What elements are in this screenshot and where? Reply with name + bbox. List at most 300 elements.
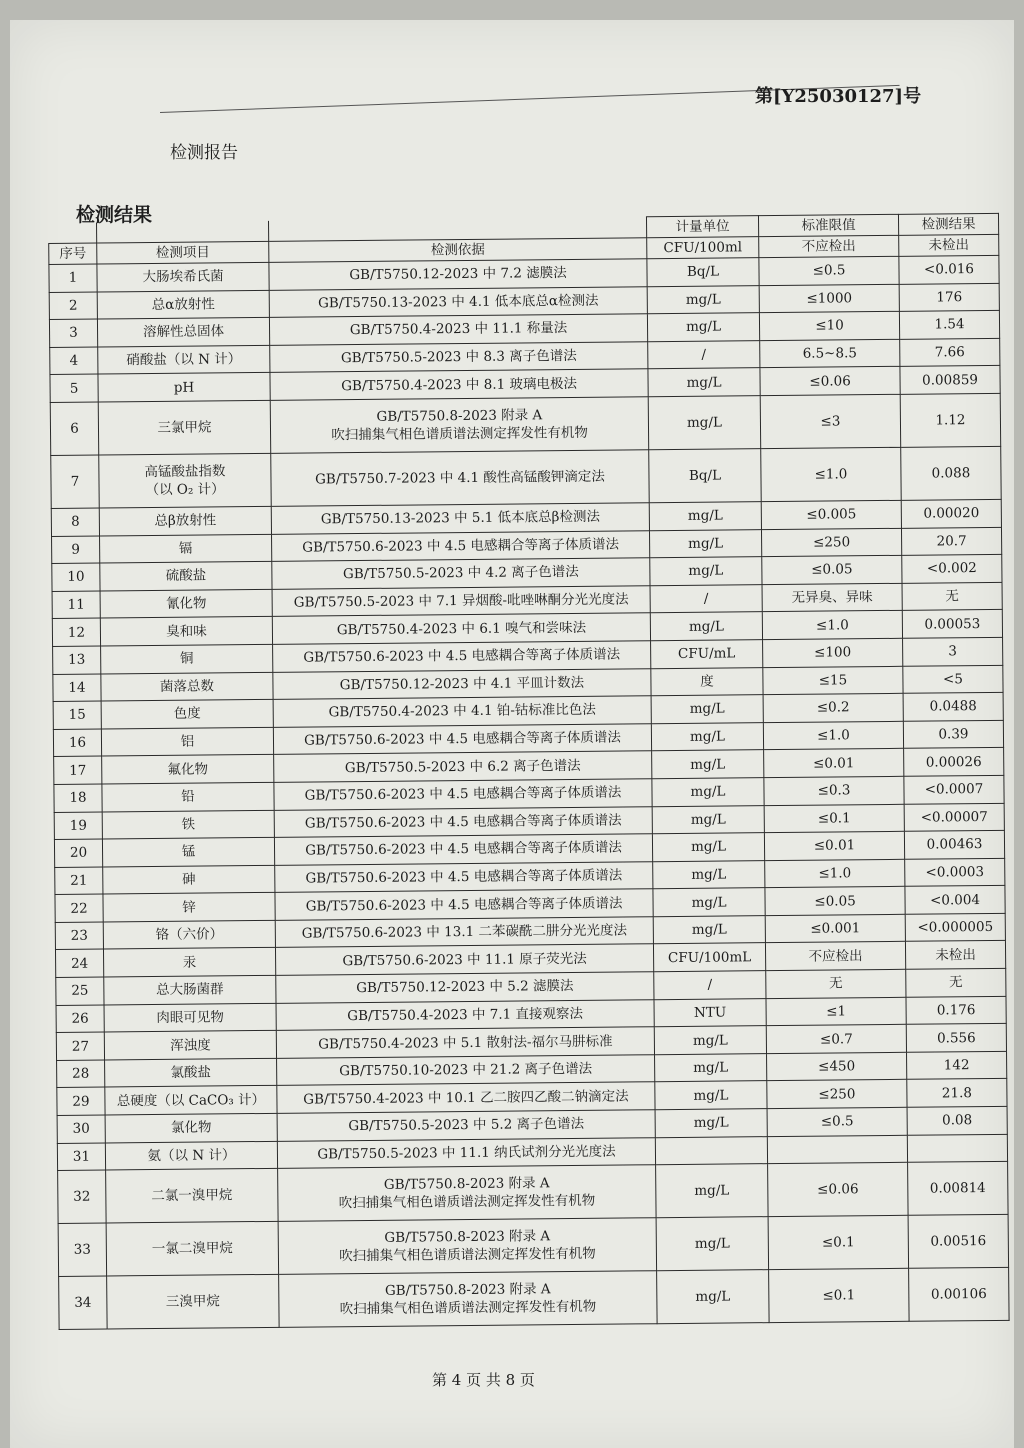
cell-result-text: 0.00859 <box>922 371 979 389</box>
cell-item <box>101 644 273 673</box>
cell-unit-text: mg/L <box>688 618 724 635</box>
cell-limit <box>768 1163 909 1217</box>
cell-no-text: 16 <box>68 734 87 751</box>
report-number: 第[Y25030127]号 <box>755 86 922 107</box>
cell-unit-text: mg/L <box>686 374 722 391</box>
cell-result-text: 0.00516 <box>930 1233 987 1250</box>
cell-result <box>900 338 1000 367</box>
cell-basis-text: GB/T5750.4-2023 中 6.1 嗅气和尝味法 <box>336 619 587 638</box>
cell-result-text: <0.004 <box>929 891 981 909</box>
cell-no <box>49 292 97 320</box>
cell-unit-text: mg/L <box>691 921 727 939</box>
cell-result <box>899 311 999 340</box>
cell-no-text: 22 <box>70 900 88 917</box>
cell-unit <box>648 396 761 450</box>
cell-item-text: 总β放射性 <box>154 512 217 530</box>
cell-limit <box>767 1107 907 1136</box>
header-limit: 标准限值 <box>758 214 898 236</box>
cell-no-text: 12 <box>67 624 86 641</box>
cell-result <box>903 692 1003 721</box>
table-row <box>58 1162 1008 1224</box>
cell-limit <box>766 1025 906 1054</box>
cell-item <box>103 893 275 922</box>
subheader-unit: CFU/100ml <box>647 237 759 259</box>
cell-no <box>50 374 98 402</box>
cell-result <box>907 1134 1007 1163</box>
cell-basis <box>272 530 650 561</box>
cell-result <box>905 941 1005 970</box>
cell-basis-line2: 吹扫捕集气相色谱质谱法测定挥发性有机物 <box>339 1246 596 1265</box>
cell-basis <box>274 806 652 837</box>
cell-item-text: 锌 <box>182 899 196 916</box>
cell-no-text: 6 <box>70 420 79 437</box>
cell-limit-text <box>770 1149 905 1150</box>
cell-no <box>57 1115 105 1143</box>
cell-item <box>106 1169 279 1224</box>
cell-item-text: 硫酸盐 <box>165 567 207 585</box>
cell-item-text: 汞 <box>182 954 197 971</box>
cell-result <box>902 610 1002 639</box>
cell-limit-text: 6.5~8.5 <box>802 345 857 362</box>
cell-unit <box>652 750 764 779</box>
cell-result <box>904 830 1004 859</box>
cell-unit <box>653 916 765 945</box>
cell-result-text: 0.00026 <box>925 753 982 771</box>
page-footer: 第 4 页 共 8 页 <box>432 1371 535 1389</box>
cell-basis-text: GB/T5750.8-2023 附录 A <box>384 1228 551 1247</box>
cell-item-text: 铜 <box>179 650 194 667</box>
cell-item-text: 菌落总数 <box>159 678 215 695</box>
cell-no-text: 2 <box>68 297 78 314</box>
cell-limit <box>766 969 906 998</box>
cell-unit <box>650 612 762 641</box>
cell-limit <box>769 1269 910 1323</box>
cell-result-text: 1.54 <box>934 316 965 333</box>
cell-limit-text: 不应检出 <box>808 947 863 965</box>
cell-basis <box>270 342 648 373</box>
cell-unit-text: / <box>703 590 709 607</box>
cell-limit <box>765 914 905 943</box>
cell-no <box>53 701 101 729</box>
cell-item <box>105 1113 277 1142</box>
cell-no <box>53 729 101 757</box>
cell-unit <box>653 943 765 972</box>
cell-limit-text: ≤0.01 <box>812 754 855 772</box>
cell-limit-text: 无 <box>829 975 843 992</box>
cell-no-text: 24 <box>70 955 89 972</box>
cell-unit <box>655 1109 767 1138</box>
cell-basis-text: GB/T5750.5-2023 中 11.1 纳氏试剂分光光度法 <box>317 1143 616 1163</box>
cell-item <box>104 975 276 1004</box>
cell-unit <box>648 340 760 369</box>
cell-limit <box>760 367 900 396</box>
cell-no <box>54 784 102 812</box>
cell-no <box>56 977 104 1005</box>
cell-basis-text: GB/T5750.5-2023 中 5.2 离子色谱法 <box>348 1116 585 1135</box>
cell-limit <box>764 831 904 860</box>
cell-item <box>102 782 274 811</box>
cell-basis-text: GB/T5750.13-2023 中 5.1 低本底总β检测法 <box>320 508 601 528</box>
cell-basis-text: GB/T5750.12-2023 中 4.1 平皿计数法 <box>339 674 585 694</box>
cell-unit <box>647 285 759 314</box>
cell-basis <box>276 1027 654 1058</box>
cell-result-text <box>910 1148 1005 1149</box>
cell-limit <box>762 555 902 584</box>
cell-item <box>103 948 275 977</box>
cell-limit-text: ≤0.05 <box>814 892 856 910</box>
cell-basis-text: GB/T5750.4-2023 中 4.1 铂-钴标准比色法 <box>328 702 596 721</box>
cell-item <box>104 1031 276 1060</box>
cell-unit-text: mg/L <box>692 1032 728 1049</box>
cell-limit <box>762 583 902 612</box>
cell-basis-text: GB/T5750.8-2023 附录 A <box>384 1281 551 1300</box>
cell-item <box>105 1141 277 1170</box>
cell-no-text: 29 <box>72 1093 90 1110</box>
cell-result <box>901 527 1001 556</box>
cell-no-text: 21 <box>70 872 88 889</box>
cell-result <box>904 748 1004 777</box>
cell-result <box>904 775 1004 804</box>
cell-unit <box>649 529 761 558</box>
cell-result <box>900 393 1001 447</box>
cell-result <box>908 1162 1009 1216</box>
cell-limit <box>763 721 903 750</box>
cell-item <box>102 837 274 866</box>
cell-basis <box>270 369 648 400</box>
cell-item-text: 肉眼可见物 <box>156 1009 224 1026</box>
cell-item <box>98 345 270 374</box>
cell-basis <box>271 450 649 507</box>
cell-unit-text: NTU <box>693 1004 727 1021</box>
cell-item <box>101 699 273 728</box>
cell-basis-line2: 吹扫捕集气相色谱质谱法测定挥发性有机物 <box>331 424 588 444</box>
cell-item <box>97 318 269 347</box>
cell-basis-text: GB/T5750.13-2023 中 4.1 低本底总α检测法 <box>317 292 599 312</box>
table-row <box>51 446 1001 508</box>
cell-basis-text: GB/T5750.4-2023 中 8.1 玻璃电极法 <box>341 375 578 394</box>
cell-no <box>55 949 103 977</box>
cell-result-text: <0.016 <box>923 261 975 278</box>
cell-item <box>101 727 273 756</box>
cell-limit-text: ≤10 <box>815 317 844 335</box>
cell-result <box>907 1106 1007 1135</box>
cell-limit-text: ≤0.1 <box>821 1234 855 1251</box>
cell-unit <box>652 778 764 807</box>
cell-limit <box>768 1216 909 1270</box>
cell-unit-text: Bq/L <box>688 467 722 484</box>
cell-item <box>99 453 272 508</box>
cell-basis-text: GB/T5750.5-2023 中 7.1 异烟酸-吡唑啉酮分光光度法 <box>293 591 629 611</box>
cell-basis <box>278 1218 656 1275</box>
cell-result-text: 20.7 <box>936 533 967 550</box>
cell-no <box>52 618 100 646</box>
cell-result <box>907 1079 1007 1108</box>
cell-basis-text: GB/T5750.6-2023 中 4.5 电感耦合等离子体质谱法 <box>305 895 623 915</box>
cell-item-text: 铝 <box>180 733 195 750</box>
cell-basis-text: GB/T5750.10-2023 中 21.2 离子色谱法 <box>339 1060 593 1080</box>
cell-item-text: 三氯甲烷 <box>157 419 212 436</box>
cell-item-text: 铁 <box>181 816 196 833</box>
cell-unit <box>647 258 759 287</box>
cell-item <box>97 262 269 291</box>
cell-basis <box>269 259 647 290</box>
cell-basis-text: GB/T5750.8-2023 附录 A <box>383 1175 550 1194</box>
cell-no-text: 10 <box>67 569 85 586</box>
cell-item-text: 总硬度（以 CaCO₃ 计） <box>116 1091 266 1110</box>
cell-no-text: 33 <box>73 1241 92 1259</box>
cell-unit <box>653 860 765 889</box>
cell-basis-text: GB/T5750.12-2023 中 5.2 滤膜法 <box>356 978 574 997</box>
cell-basis <box>275 944 653 975</box>
cell-item-text: 铬（六价） <box>155 926 224 944</box>
cell-unit <box>651 722 763 751</box>
cell-item-text: 二氯一溴甲烷 <box>151 1187 233 1205</box>
cell-item <box>100 589 272 618</box>
cell-unit <box>647 313 759 342</box>
cell-basis-text: GB/T5750.6-2023 中 13.1 二苯碳酰二肼分光光度法 <box>301 922 628 942</box>
cell-basis <box>278 1165 656 1222</box>
cell-result <box>906 1024 1006 1053</box>
cell-limit <box>759 256 899 285</box>
cell-result-text: 0.00106 <box>930 1286 987 1303</box>
cell-item <box>102 755 274 784</box>
cell-unit-text: / <box>701 346 707 363</box>
cell-item <box>101 672 273 701</box>
results-table-wrapper <box>48 213 1009 1330</box>
cell-basis <box>274 779 652 810</box>
cell-unit <box>654 1026 766 1055</box>
header-seq: 序号 <box>49 243 97 264</box>
cell-item-text: 一氯二溴甲烷 <box>151 1240 233 1258</box>
cell-unit <box>655 1053 767 1082</box>
cell-basis-text: GB/T5750.6-2023 中 4.5 电感耦合等离子体质谱法 <box>305 867 623 887</box>
cell-limit-text: ≤0.5 <box>820 1113 854 1130</box>
cell-no <box>52 536 100 564</box>
cell-limit <box>763 638 903 667</box>
cell-no-text: 17 <box>69 762 87 779</box>
cell-unit-text: mg/L <box>690 838 727 856</box>
cell-limit <box>767 1052 907 1081</box>
results-table <box>48 213 1010 1330</box>
cell-item <box>99 506 271 535</box>
cell-limit <box>765 859 905 888</box>
cell-no-text: 28 <box>72 1065 90 1082</box>
cell-basis <box>273 696 651 727</box>
cell-result-text: 0.00020 <box>923 505 980 522</box>
cell-result-text: 0.176 <box>936 1002 976 1019</box>
cell-limit-text: ≤250 <box>818 1086 856 1103</box>
cell-unit-text: mg/L <box>690 756 726 773</box>
cell-item-text: 浑浊度 <box>170 1037 211 1054</box>
cell-no <box>50 402 99 455</box>
cell-limit <box>763 666 903 695</box>
cell-item <box>98 400 271 455</box>
cell-no <box>57 1143 105 1171</box>
cell-no <box>56 1005 104 1033</box>
cell-limit <box>764 804 904 833</box>
table-row <box>50 393 1000 455</box>
cell-item-text: 铅 <box>181 788 195 805</box>
cell-item-text: 大肠埃希氏菌 <box>142 268 224 286</box>
cell-limit-text: ≤1 <box>826 1003 847 1020</box>
cell-result-text: 0.00053 <box>924 615 981 633</box>
cell-limit-text: ≤0.1 <box>822 1287 856 1304</box>
cell-unit-text: CFU/mL <box>677 645 736 663</box>
cell-no-text: 25 <box>71 983 89 1000</box>
cell-limit-text: ≤0.3 <box>817 782 851 799</box>
cell-limit-text: ≤1000 <box>806 290 853 307</box>
cell-unit <box>654 971 766 1000</box>
cell-basis <box>277 1055 655 1086</box>
subheader-limit: 不应检出 <box>759 235 899 257</box>
cell-basis-text: GB/T5750.4-2023 中 5.1 散射法-福尔马肼标准 <box>318 1033 613 1052</box>
cell-limit <box>760 394 901 448</box>
cell-basis-line2: 吹扫捕集气相色谱质谱法测定挥发性有机物 <box>338 1193 596 1212</box>
cell-unit-text: Bq/L <box>686 263 720 281</box>
cell-unit-text: CFU/100mL <box>667 949 752 966</box>
cell-result-text: 0.39 <box>938 726 969 743</box>
cell-basis <box>273 668 651 699</box>
cell-basis <box>275 917 653 948</box>
cell-basis-text: GB/T5750.5-2023 中 4.2 离子色谱法 <box>342 564 579 583</box>
cell-basis-text: GB/T5750.8-2023 附录 A <box>376 407 543 425</box>
cell-result <box>903 637 1003 666</box>
cell-basis <box>274 834 652 865</box>
cell-result <box>906 996 1006 1025</box>
cell-item-text: 总大肠菌群 <box>156 981 224 999</box>
cell-basis-text: GB/T5750.6-2023 中 4.5 电感耦合等离子体质谱法 <box>302 536 620 556</box>
report-page <box>10 20 1014 1448</box>
cell-basis <box>272 558 650 589</box>
cell-no <box>52 563 100 591</box>
cell-result <box>908 1215 1009 1269</box>
cell-basis <box>277 1110 655 1141</box>
cell-result-text: <0.0007 <box>924 781 984 798</box>
cell-item <box>97 290 269 319</box>
cell-no <box>54 756 102 784</box>
cell-item-text: 三溴甲烷 <box>165 1293 220 1311</box>
cell-limit-text: ≤0.1 <box>817 810 851 827</box>
cell-result <box>902 582 1002 611</box>
cell-limit-text: ≤0.01 <box>813 837 856 855</box>
cell-limit <box>763 693 903 722</box>
cell-unit-text: mg/L <box>690 811 726 828</box>
cell-unit-text: mg/L <box>688 562 724 580</box>
cell-unit-text: mg/L <box>693 1059 729 1076</box>
cell-limit-text: ≤0.06 <box>809 372 851 390</box>
cell-no <box>58 1170 107 1223</box>
cell-basis-line2: 吹扫捕集气相色谱质谱法测定挥发性有机物 <box>339 1299 597 1318</box>
cell-basis <box>273 723 651 754</box>
cell-no <box>51 508 99 536</box>
cell-limit <box>765 942 905 971</box>
cell-result-text: 21.8 <box>941 1084 973 1102</box>
cell-basis-text: GB/T5750.4-2023 中 7.1 直接观察法 <box>347 1005 584 1025</box>
header-unit: 计量单位 <box>646 216 758 238</box>
cell-basis <box>272 613 650 644</box>
cell-unit <box>649 502 761 531</box>
cell-no <box>49 319 97 347</box>
cell-no <box>57 1060 105 1088</box>
cell-basis-text: GB/T5750.4-2023 中 10.1 乙二胺四乙酸二钠滴定法 <box>303 1088 629 1108</box>
cell-unit-text: mg/L <box>687 507 723 525</box>
cell-limit <box>759 284 899 313</box>
cell-item-text: 溶解性总固体 <box>142 323 225 341</box>
cell-item-text: 砷 <box>181 871 196 888</box>
cell-basis <box>274 751 652 782</box>
cell-no-text: 18 <box>69 789 87 807</box>
cell-result-text: 0.00814 <box>929 1180 986 1197</box>
cell-result <box>903 665 1003 694</box>
cell-basis-text: GB/T5750.6-2023 中 4.5 电感耦合等离子体质谱法 <box>303 646 621 666</box>
cell-result <box>900 366 1000 395</box>
cell-result-text: 0.088 <box>931 465 971 482</box>
cell-limit-text: ≤1.0 <box>818 865 852 882</box>
cell-unit-text: mg/L <box>686 414 723 431</box>
cell-basis <box>276 972 654 1003</box>
cell-item <box>106 1222 279 1277</box>
cell-no <box>55 867 103 895</box>
cell-limit-text: ≤0.2 <box>816 699 850 717</box>
cell-limit-text: ≤15 <box>818 672 848 689</box>
cell-item <box>105 1058 277 1087</box>
cell-result-text: 无 <box>945 588 959 605</box>
cell-result <box>901 499 1001 528</box>
cell-basis <box>275 889 653 920</box>
cell-limit-text: ≤0.06 <box>817 1181 859 1198</box>
cell-no-text: 34 <box>74 1294 92 1312</box>
cell-result-text: 0.556 <box>936 1029 976 1047</box>
cell-item-text: 氰化物 <box>165 595 207 612</box>
cell-unit-text: mg/L <box>694 1182 730 1200</box>
cell-item <box>104 1003 276 1032</box>
cell-item-text: 高锰酸盐指数 <box>144 463 226 481</box>
cell-limit-text: 无异臭、异味 <box>791 589 873 606</box>
cell-limit-text: ≤0.5 <box>812 262 846 279</box>
cell-no-text: 15 <box>68 707 86 724</box>
cell-no <box>53 646 101 674</box>
cell-no <box>57 1087 105 1115</box>
cell-no-text: 20 <box>69 845 88 862</box>
cell-result-text: <0.000005 <box>917 919 994 936</box>
cell-unit-text: mg/L <box>695 1288 731 1306</box>
cell-result <box>899 283 999 312</box>
cell-no-text: 14 <box>68 679 86 696</box>
cell-limit <box>761 447 902 501</box>
cell-result <box>903 720 1003 749</box>
cell-result-text: 未检出 <box>935 946 976 964</box>
cell-limit-text: ≤100 <box>814 644 852 661</box>
cell-item <box>100 534 272 563</box>
cell-basis <box>271 503 649 534</box>
cell-unit <box>654 998 766 1027</box>
cell-unit-text: mg/L <box>694 1235 730 1253</box>
cell-unit-text: mg/L <box>691 866 727 883</box>
cell-unit-text: mg/L <box>685 319 722 336</box>
cell-unit-text: mg/L <box>691 894 727 911</box>
cell-result-text: 176 <box>936 289 963 306</box>
cell-unit <box>656 1217 769 1271</box>
cell-basis <box>269 286 647 317</box>
cell-unit <box>648 368 760 397</box>
cell-limit <box>761 500 901 529</box>
cell-unit <box>652 833 764 862</box>
cell-item <box>107 1275 280 1330</box>
cell-item-text: 硝酸盐（以 N 计） <box>126 351 242 369</box>
cell-unit-text: mg/L <box>690 783 726 801</box>
cell-result <box>906 968 1006 997</box>
cell-result <box>904 803 1004 832</box>
